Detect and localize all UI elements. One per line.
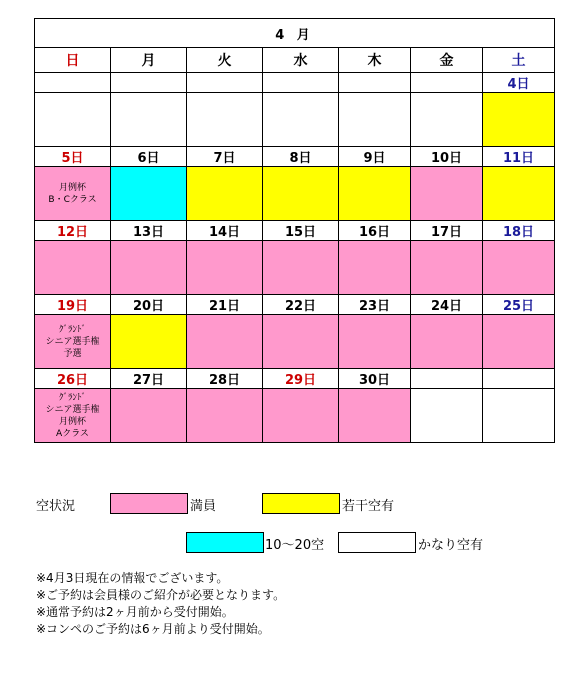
availability-cell-white bbox=[187, 93, 263, 147]
event-note bbox=[35, 392, 110, 440]
availability-cell-pink bbox=[35, 167, 111, 221]
weekday-header: 水 bbox=[263, 48, 339, 73]
availability-cell-pink bbox=[263, 389, 339, 443]
date-label: 6日 bbox=[111, 147, 187, 167]
availability-cell-pink bbox=[411, 315, 483, 369]
weekday-header: 土 bbox=[483, 48, 555, 73]
date-label: 23日 bbox=[339, 295, 411, 315]
date-label: 21日 bbox=[187, 295, 263, 315]
legend-title: 空状況 bbox=[36, 499, 76, 514]
date-row bbox=[35, 73, 555, 93]
date-label: 28日 bbox=[187, 369, 263, 389]
event-note-line: ｸﾞﾗﾝﾄﾞ bbox=[58, 324, 86, 335]
date-label: 24日 bbox=[411, 295, 483, 315]
legend-label-many: かなり空有 bbox=[418, 538, 484, 553]
availability-cell-white bbox=[263, 93, 339, 147]
availability-row bbox=[35, 389, 555, 443]
availability-cell-white bbox=[339, 93, 411, 147]
availability-cell-pink bbox=[35, 389, 111, 443]
event-note-line: 月例杯 bbox=[58, 416, 86, 427]
availability-cell-white bbox=[483, 389, 555, 443]
availability-cell-pink bbox=[339, 241, 411, 295]
availability-cell-yellow bbox=[339, 167, 411, 221]
note-line: ※ご予約は会員様のご紹介が必要となります。 bbox=[36, 588, 286, 602]
note-line: ※通常予約は2ヶ月前から受付開始。 bbox=[36, 605, 234, 619]
availability-cell-pink bbox=[263, 241, 339, 295]
event-note-line: B・Cクラス bbox=[48, 194, 97, 205]
date-label: 15日 bbox=[263, 221, 339, 241]
date-label: 11日 bbox=[483, 147, 555, 167]
month-title: 4 月 bbox=[35, 19, 555, 48]
note-line: ※4月3日現在の情報でございます。 bbox=[36, 571, 229, 585]
availability-cell-pink bbox=[35, 241, 111, 295]
date-label bbox=[339, 73, 411, 93]
date-label bbox=[263, 73, 339, 93]
availability-cell-pink bbox=[187, 315, 263, 369]
availability-cell-pink bbox=[411, 167, 483, 221]
date-label: 8日 bbox=[263, 147, 339, 167]
availability-cell-pink bbox=[339, 389, 411, 443]
date-label bbox=[111, 73, 187, 93]
date-label bbox=[483, 369, 555, 389]
notes bbox=[36, 570, 285, 638]
availability-cell-yellow bbox=[263, 167, 339, 221]
date-label bbox=[411, 73, 483, 93]
date-label: 30日 bbox=[339, 369, 411, 389]
availability-row bbox=[35, 167, 555, 221]
date-label: 12日 bbox=[35, 221, 111, 241]
availability-cell-pink bbox=[111, 389, 187, 443]
date-label: 13日 bbox=[111, 221, 187, 241]
event-note-line: シニア選手権 bbox=[45, 336, 100, 347]
legend-swatch-many bbox=[338, 532, 416, 553]
availability-cell-pink bbox=[35, 315, 111, 369]
availability-cell-pink bbox=[263, 315, 339, 369]
date-label: 27日 bbox=[111, 369, 187, 389]
date-label bbox=[187, 73, 263, 93]
legend-swatch-ten-twenty bbox=[186, 532, 264, 553]
availability-cell-yellow bbox=[111, 315, 187, 369]
availability-cell-yellow bbox=[483, 167, 555, 221]
date-row bbox=[35, 369, 555, 389]
event-note-line: シニア選手権 bbox=[45, 404, 100, 415]
availability-cell-pink bbox=[187, 389, 263, 443]
availability-cell-pink bbox=[483, 315, 555, 369]
availability-cell-pink bbox=[483, 241, 555, 295]
legend-label-some: 若干空有 bbox=[342, 499, 395, 514]
date-label bbox=[411, 369, 483, 389]
availability-calendar bbox=[34, 18, 555, 443]
weekday-header: 火 bbox=[187, 48, 263, 73]
availability-cell-pink bbox=[411, 241, 483, 295]
availability-cell-yellow bbox=[483, 93, 555, 147]
event-note-line: 月例杯 bbox=[58, 182, 86, 193]
date-row bbox=[35, 295, 555, 315]
availability-cell-white bbox=[411, 389, 483, 443]
availability-cell-white bbox=[35, 93, 111, 147]
event-note-line: ｸﾞﾗﾝﾄﾞ bbox=[58, 392, 86, 403]
date-label: 22日 bbox=[263, 295, 339, 315]
availability-cell-pink bbox=[339, 315, 411, 369]
weekday-header: 金 bbox=[411, 48, 483, 73]
note-line: ※コンペのご予約は6ヶ月前より受付開始。 bbox=[36, 622, 270, 636]
legend-label-ten-twenty: 10～20空 bbox=[265, 538, 325, 553]
event-note-line: Aクラス bbox=[56, 428, 89, 439]
weekday-header: 木 bbox=[339, 48, 411, 73]
date-label: 20日 bbox=[111, 295, 187, 315]
date-label: 17日 bbox=[411, 221, 483, 241]
availability-row bbox=[35, 241, 555, 295]
date-label: 14日 bbox=[187, 221, 263, 241]
availability-cell-pink bbox=[187, 241, 263, 295]
date-row bbox=[35, 221, 555, 241]
date-label: 4日 bbox=[483, 73, 555, 93]
date-label: 7日 bbox=[187, 147, 263, 167]
date-label: 16日 bbox=[339, 221, 411, 241]
legend-swatch-some bbox=[262, 493, 340, 514]
availability-cell-yellow bbox=[187, 167, 263, 221]
availability-cell-white bbox=[411, 93, 483, 147]
date-label: 9日 bbox=[339, 147, 411, 167]
date-label: 26日 bbox=[35, 369, 111, 389]
legend-swatch-full bbox=[110, 493, 188, 514]
availability-row bbox=[35, 93, 555, 147]
event-note bbox=[35, 182, 110, 206]
date-row bbox=[35, 147, 555, 167]
availability-row bbox=[35, 315, 555, 369]
availability-cell-white bbox=[111, 93, 187, 147]
weekday-header: 月 bbox=[111, 48, 187, 73]
event-note-line: 予選 bbox=[63, 348, 82, 359]
event-note bbox=[35, 324, 110, 360]
date-label: 25日 bbox=[483, 295, 555, 315]
availability-cell-cyan bbox=[111, 167, 187, 221]
date-label bbox=[35, 73, 111, 93]
date-label: 5日 bbox=[35, 147, 111, 167]
availability-cell-pink bbox=[111, 241, 187, 295]
date-label: 18日 bbox=[483, 221, 555, 241]
date-label: 29日 bbox=[263, 369, 339, 389]
date-label: 19日 bbox=[35, 295, 111, 315]
date-label: 10日 bbox=[411, 147, 483, 167]
weekday-header: 日 bbox=[35, 48, 111, 73]
legend-label-full: 満員 bbox=[190, 499, 217, 514]
